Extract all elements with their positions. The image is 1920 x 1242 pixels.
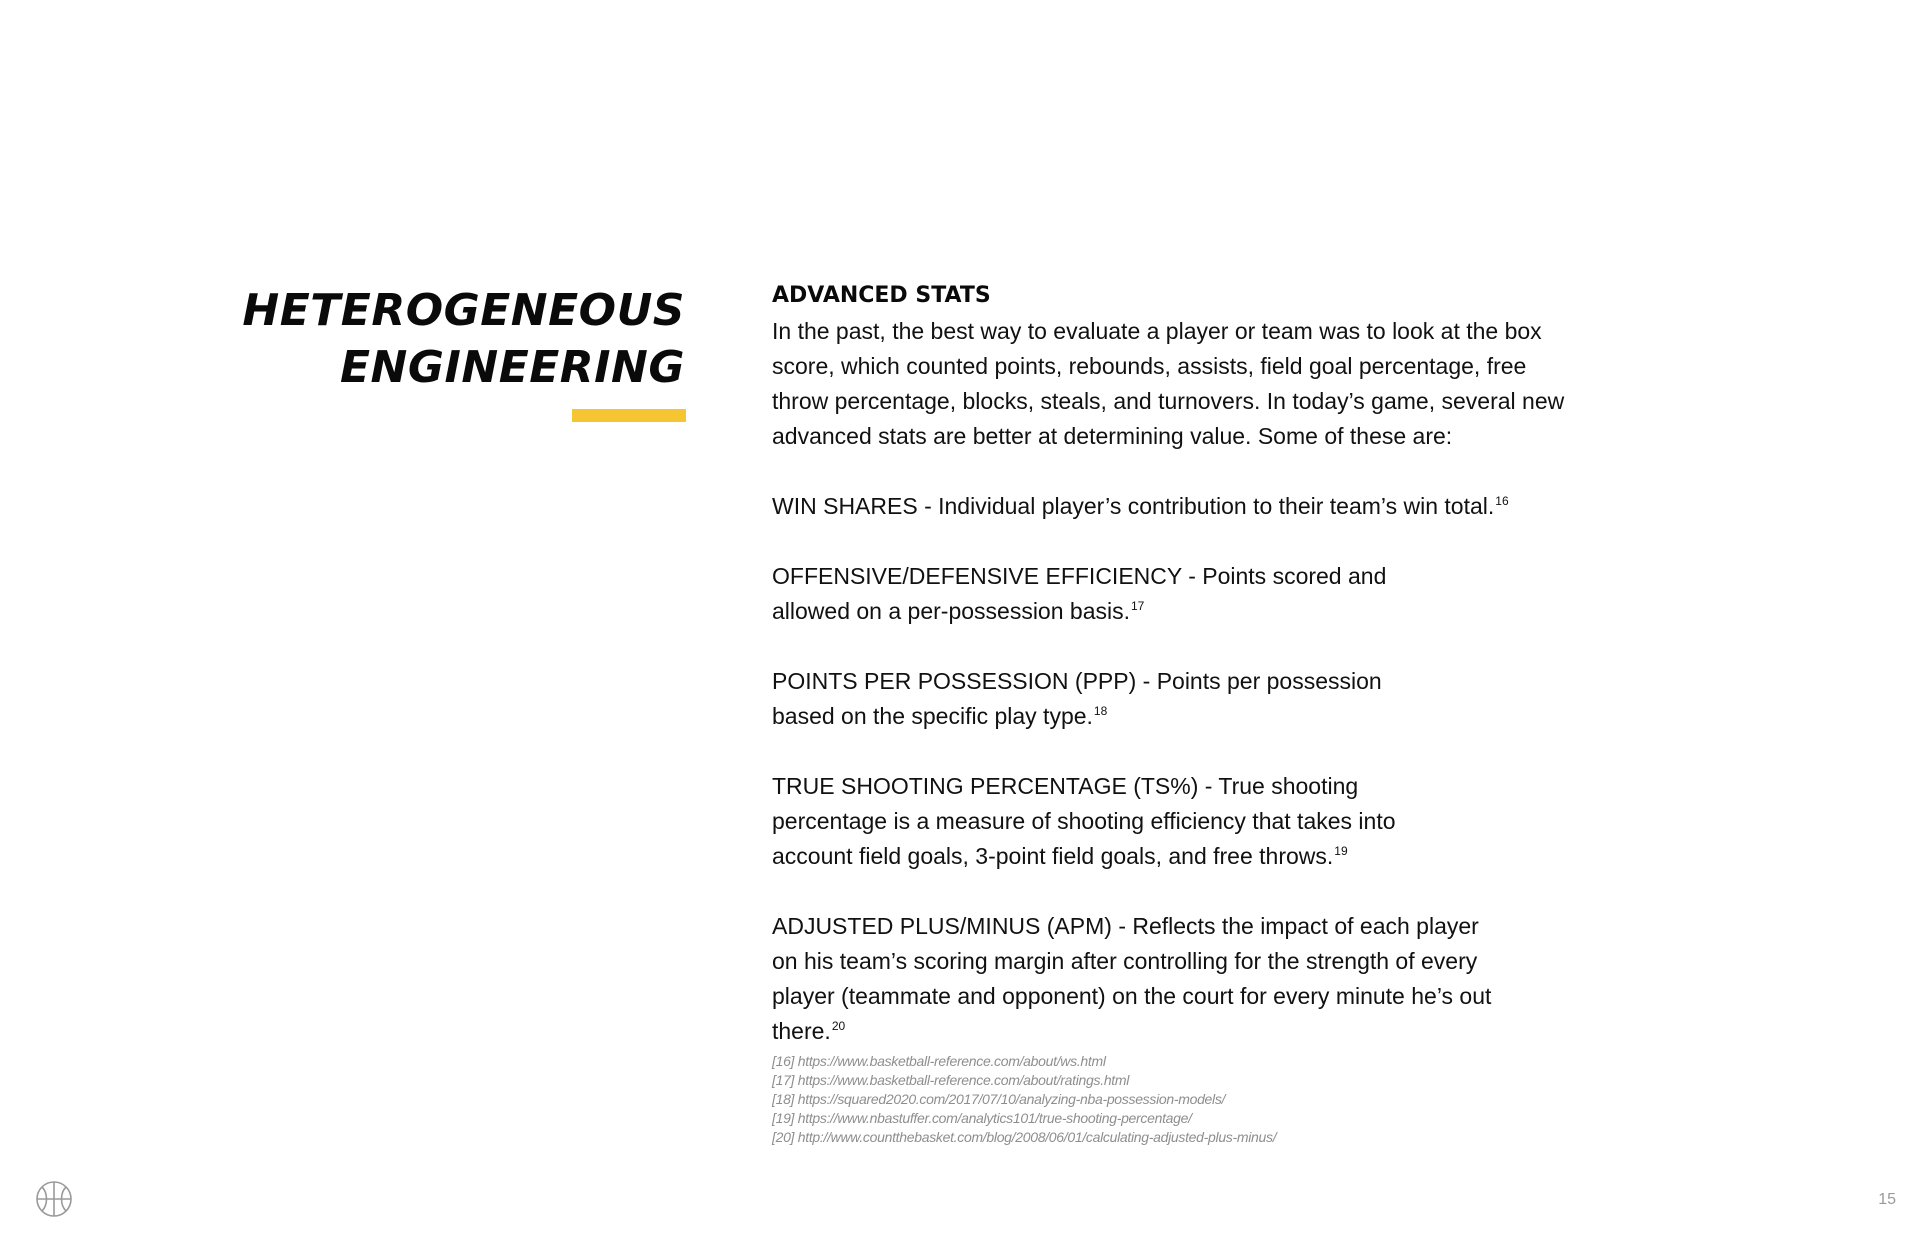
advanced-stats-section [772,282,1572,1049]
section-heading: ADVANCED STATS [772,283,991,308]
reference-item: [19] https://www.nbastuffer.com/analytics101/true-shooting-percentage/ [772,1110,1192,1126]
page-number: 15 [1878,1191,1896,1208]
page-title [242,282,685,396]
page-title-line-1: HETEROGENEOUS [242,285,685,336]
intro-paragraph: In the past, the best way to evaluate a player or team was to look at the box score, which counted points, rebounds, assists, field goal percentage, free throw percentage, blocks, steals, and turnovers. In today’s game, several new advanced stats are better at determining value. Some of these are: [772,318,1565,449]
stat-points-per-possession [772,664,1412,734]
stat-text: POINTS PER POSSESSION (PPP) - Points per possession based on the specific play type. [772,668,1382,729]
reference-item: [18] https://squared2020.com/2017/07/10/analyzing-nba-possession-models/ [772,1091,1226,1107]
stat-text: ADJUSTED PLUS/MINUS (APM) - Reflects the impact of each player on his team’s scoring margin after controlling for the strength of every player (teammate and opponent) on the court for every minute he’s out there. [772,913,1492,1044]
reference-item: [20] http://www.countthebasket.com/blog/2008/06/01/calculating-adjusted-plus-minus/ [772,1129,1277,1145]
stat-efficiency [772,559,1452,629]
reference-item: [17] https://www.basketball-reference.com/about/ratings.html [772,1072,1130,1088]
basketball-icon [35,1180,73,1218]
stat-text: WIN SHARES - Individual player’s contribution to their team’s win total. [772,493,1495,519]
reference-item: [16] https://www.basketball-reference.com/about/ws.html [772,1053,1106,1069]
title-accent-bar [572,409,686,422]
page-title-line-2: ENGINEERING [340,342,685,393]
footnote-ref: 18 [1093,704,1108,719]
footnote-ref: 17 [1130,599,1145,614]
footnote-ref: 20 [831,1019,846,1034]
stat-true-shooting [772,769,1477,874]
footnote-ref: 19 [1334,844,1348,859]
references-list [772,1052,1276,1147]
stat-adjusted-plus-minus [772,909,1507,1049]
stat-text: OFFENSIVE/DEFENSIVE EFFICIENCY - Points scored and allowed on a per-possession basis. [772,563,1387,624]
stat-text: TRUE SHOOTING PERCENTAGE (TS%) - True shooting percentage is a measure of shooting efficiency that takes into account field goals, 3-point field goals, and free throws. [772,773,1396,869]
footnote-ref: 16 [1495,494,1509,509]
stat-win-shares [772,489,1512,524]
